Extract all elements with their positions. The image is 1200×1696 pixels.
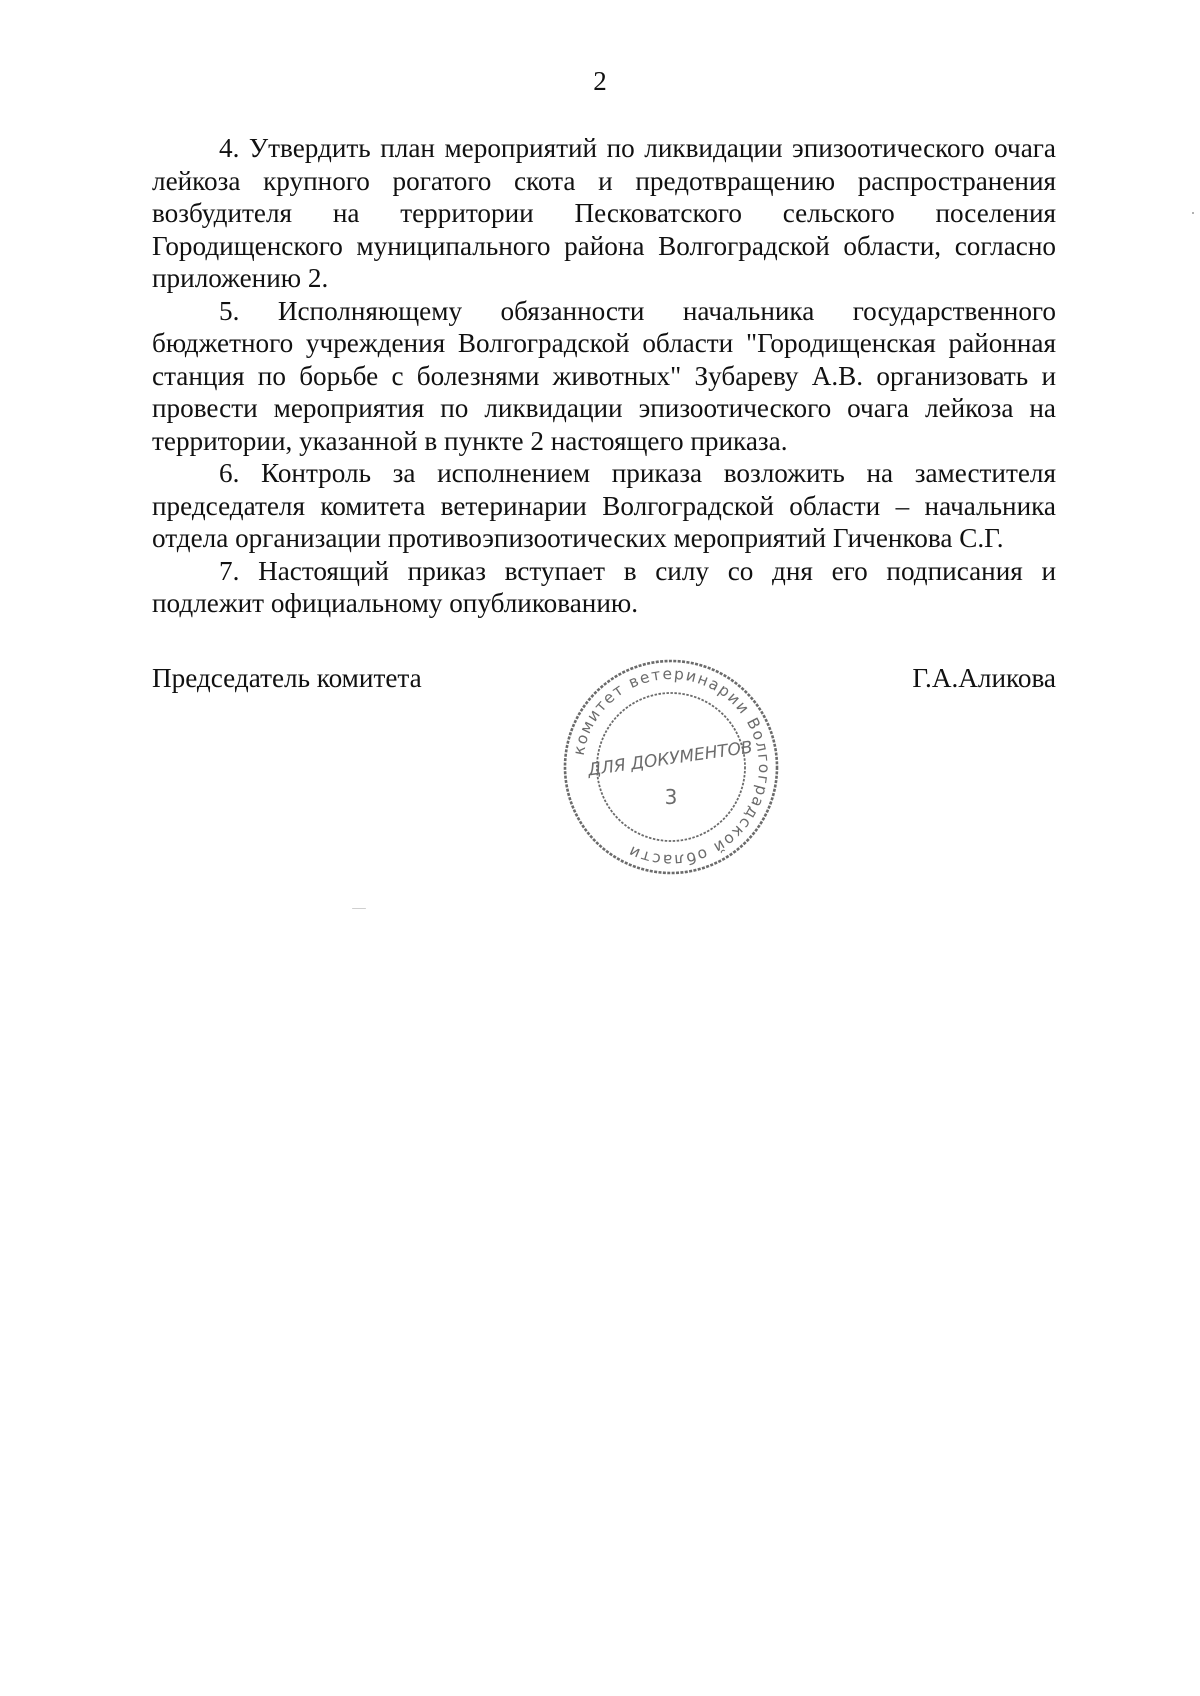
stamp-center-text: ДЛЯ ДОКУМЕНТОВ (586, 737, 754, 781)
paragraph-item-7: 7. Настоящий приказ вступает в силу со дня его подписания и подлежит официальному опубликованию. (152, 555, 1056, 618)
stamp-ring-text: комитет ветеринарии Волгоградской области (569, 664, 774, 870)
stamp-number: 3 (664, 785, 678, 809)
document-body (152, 132, 1056, 620)
paragraph-item-6: 6. Контроль за исполнением приказа возложить на заместителя председателя комитета ветеринарии Волгоградской области – начальника отдела организации противоэпизоотических мероприятий Гиченкова С.Г. (152, 458, 1056, 553)
signatory-name: Г.А.Аликова (912, 663, 1056, 693)
signatory-title: Председатель комитета (152, 663, 422, 693)
scan-artifact (1192, 212, 1194, 214)
paragraph-item-4: 4. Утвердить план мероприятий по ликвидации эпизоотического очага лейкоза крупного рогатого скота и предотвращению распространения возбудителя на территории Песковатского сельского поселения Городищенского муниципального района Волгоградской области, согласно приложению 2. (152, 133, 1056, 293)
official-stamp-seal (556, 652, 786, 882)
page-number: 2 (593, 66, 607, 96)
scan-artifact (352, 908, 366, 909)
paragraph-item-5: 5. Исполняющему обязанности начальника государственного бюджетного учреждения Волгоградской области "Городищенская районная станция по борьбе с болезнями животных" Зубареву А.В. организовать и провести мероприятия по ликвидации эпизоотического очага лейкоза на территории, указанной в пункте 2 настоящего приказа. (152, 295, 1056, 456)
